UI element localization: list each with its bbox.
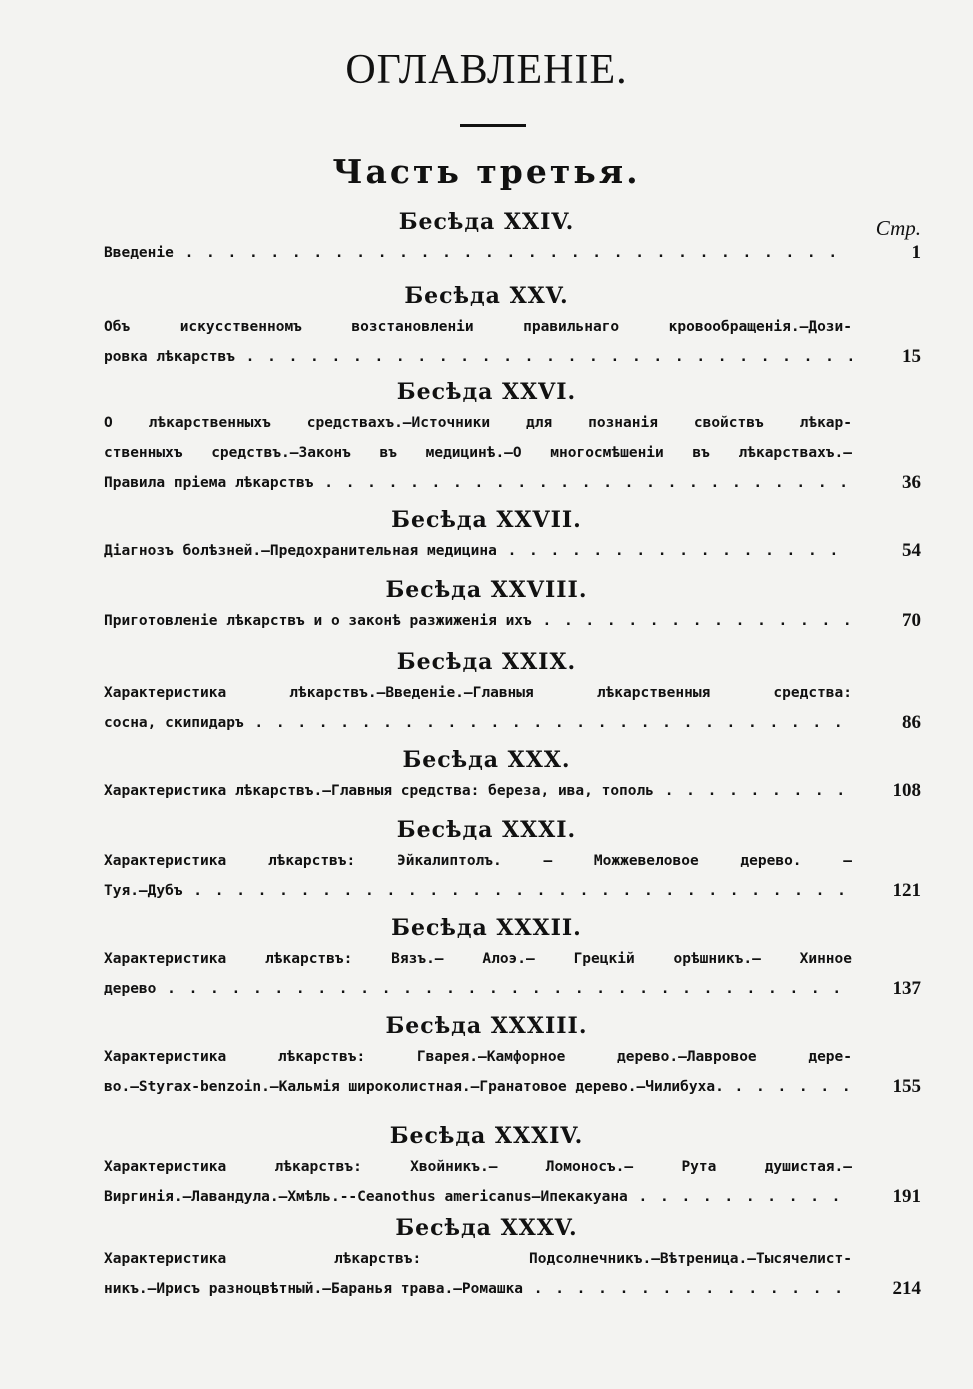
page-number: 86 — [902, 712, 921, 733]
toc-entry[interactable] — [0, 1244, 973, 1304]
toc-section — [0, 1212, 973, 1304]
entry-text-line: Введеніе . . . — [104, 238, 852, 268]
entry-text-line: ровка лѣкарствъ . . . — [104, 342, 852, 372]
page-number: 1 — [911, 242, 921, 263]
entry-text-line: Характеристика лѣкарствъ: Хвойникъ.— Ломоносъ.— Рута душистая.— — [104, 1159, 852, 1175]
page-title: ОГЛАВЛЕНІЕ. — [345, 47, 628, 93]
toc-entry[interactable] — [0, 846, 973, 906]
toc-section — [0, 280, 973, 372]
section-title: Бесѣда XXV. — [404, 283, 569, 309]
entry-text-line: Правила пріема лѣкарствъ . . . — [104, 468, 852, 498]
toc-section — [0, 1010, 973, 1102]
entry-text-line: Туя.—Дубъ . . . — [104, 876, 852, 906]
entry-text-line: Характеристика лѣкарствъ: Вязъ.— Алоэ.— Грецкій орѣшникъ.— Хинное — [104, 951, 852, 967]
toc-section — [0, 814, 973, 906]
entry-text-line: Характеристика лѣкарствъ: Эйкалиптолъ. — Можжевеловое дерево. — — [104, 853, 852, 869]
page-number: 155 — [892, 1076, 921, 1097]
toc-section — [0, 744, 973, 806]
page-number: 54 — [902, 540, 921, 561]
section-title: Бесѣда XXX. — [402, 747, 571, 773]
entry-text-line: Характеристика лѣкарствъ: Подсолнечникъ.—Вѣтреница.—Тысячелист- — [104, 1251, 852, 1267]
page-column-label: Стр. — [875, 216, 921, 240]
section-title: Бесѣда XXXIV. — [389, 1123, 584, 1149]
toc-section — [0, 574, 973, 636]
entry-text-line: Виргинія.—Лавандула.—Хмѣль.--Ceanothus americanus—Ипекакуана . . . — [104, 1182, 852, 1212]
entry-text-line: О лѣкарственныхъ средствахъ.—Источники для познанія свойствъ лѣкар- — [104, 415, 852, 431]
section-title: Бесѣда XXVI. — [396, 379, 577, 405]
toc-entry[interactable] — [0, 408, 973, 498]
page-number: 36 — [902, 472, 921, 493]
section-title: Бесѣда XXIV. — [398, 209, 575, 235]
page-number: 15 — [902, 346, 921, 367]
toc-entry[interactable] — [0, 678, 973, 738]
page-number: 191 — [892, 1186, 921, 1207]
entry-text-line: во.—Styrax-benzoin.—Кальмія широколистная.—Гранатовое дерево.—Чилибуха. . . . — [104, 1072, 852, 1102]
entry-text-line: Приготовленіе лѣкарствъ и о законѣ разжиженія ихъ . . . — [104, 606, 852, 636]
entry-text-line: Діагнозъ болѣзней.—Предохранительная медицина . . . — [104, 536, 852, 566]
toc-section — [0, 504, 973, 566]
entry-text-line: Характеристика лѣкарствъ.—Введеніе.—Главныя лѣкарственныя средства: — [104, 685, 852, 701]
page-number: 214 — [892, 1278, 921, 1299]
toc-entry[interactable] — [0, 238, 973, 268]
toc-entry[interactable] — [0, 312, 973, 372]
toc-entry[interactable] — [0, 944, 973, 1004]
entry-text-line: дерево . . . — [104, 974, 852, 1004]
toc-section — [0, 646, 973, 738]
toc-section — [0, 1120, 973, 1212]
entry-text-line: Характеристика лѣкарствъ: Гварея.—Камфорное дерево.—Лавровое дере- — [104, 1049, 852, 1065]
page-number: 137 — [892, 978, 921, 999]
section-title: Бесѣда XXXV. — [395, 1215, 578, 1241]
part-heading: Часть третья. — [332, 152, 641, 191]
toc-section — [0, 206, 973, 268]
entry-text-line: сосна, скипидаръ . . . — [104, 708, 852, 738]
entry-text-line: Объ искусственномъ возстановленіи правильнаго кровообращенія.—Дози- — [104, 319, 852, 335]
toc-entry[interactable] — [0, 606, 973, 636]
page-number: 108 — [892, 780, 921, 801]
section-title: Бесѣда XXXI. — [396, 817, 577, 843]
toc-section — [0, 912, 973, 1004]
entry-text-line: ственныхъ средствъ.—Законъ въ медицинѣ.—О многосмѣшеніи въ лѣкарствахъ.— — [104, 445, 852, 461]
title-divider — [460, 124, 526, 127]
toc-entry[interactable] — [0, 776, 973, 806]
entry-text-line: никъ.—Ирисъ разноцвѣтный.—Баранья трава.—Ромашка . . . — [104, 1274, 852, 1304]
toc-entry[interactable] — [0, 536, 973, 566]
entry-text-line: Характеристика лѣкарствъ.—Главныя средства: береза, ива, тополь . . . — [104, 776, 852, 806]
section-title: Бесѣда XXXII. — [391, 915, 582, 941]
page-number: 121 — [892, 880, 921, 901]
toc-entry[interactable] — [0, 1042, 973, 1102]
toc-section — [0, 376, 973, 498]
section-title: Бесѣда XXXIII. — [385, 1013, 588, 1039]
page-number: 70 — [902, 610, 921, 631]
section-title: Бесѣда XXVII. — [391, 507, 582, 533]
section-title: Бесѣда XXIX. — [396, 649, 577, 675]
section-title: Бесѣда XXVIII. — [385, 577, 588, 603]
toc-entry[interactable] — [0, 1152, 973, 1212]
